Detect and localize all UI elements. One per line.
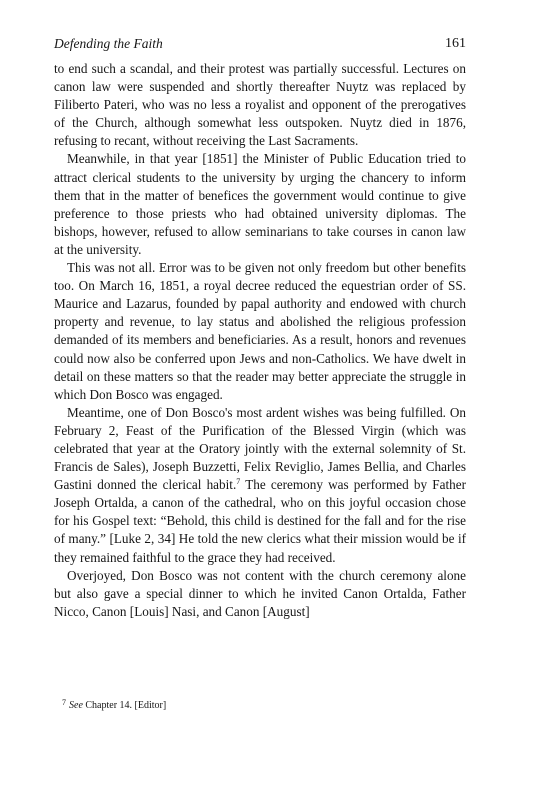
paragraph-4	[54, 404, 466, 567]
footnote-text: Chapter 14. [Editor]	[85, 700, 167, 711]
paragraph-3: This was not all. Error was to be given not only freedom but other benefits too. On March 16, 1851, a royal decree reduced the equestrian order of SS. Maurice and Lazarus, founded by papal authority and endowed with church property and revenue, to lay status and abolished the religious profession demanded of its members and beneficiaries. As a result, honors and revenues could now also be conferred upon Jews and non-Catholics. We have dwelt in detail on these matters so that the reader may better appreciate the struggle in which Don Bosco was engaged.	[54, 260, 466, 402]
paragraph-2: Meanwhile, in that year [1851] the Minister of Public Education tried to attract clerical students to the university by urging the chancery to inform them that in the matter of benefices the government would continue to give preference to those priests who had obtained university diplomas. The bishops, however, refused to allow seminarians to take courses in canon law at the university.	[54, 151, 466, 257]
running-title: Defending the Faith	[54, 36, 163, 51]
paragraph-4-text: Meantime, one of Don Bosco's most ardent wishes was being fulfilled. On February 2, Feast of the Purification of the Blessed Virgin (which was celebrated that year at the Oratory jointly with the external solemnity of St. Francis de Sales), Joseph Buzzetti, Felix Reviglio, James Bellia, and Charles Gastini donned the clerical habit.	[54, 404, 466, 493]
body-text	[54, 60, 466, 621]
footnote-reference: 7	[236, 477, 241, 487]
paragraph-4-continued: The ceremony was performed by Father Joseph Ortalda, a canon of the cathedral, who on this joyful occasion chose for his Gospel text: “Behold, this child is destined for the fall and for the rise of many.” [Luke 2, 34] He told the new clerics what their mission would be if they remained faithful to the grace they had received.	[54, 477, 466, 565]
footnote-see: See	[69, 700, 83, 711]
paragraph-1: to end such a scandal, and their protest was partially successful. Lectures on canon law were suspended and shortly thereafter Nuytz was replaced by Filiberto Pateri, who was no less a royalist and opponent of the prerogatives of the Church, although somewhat less outspoken. Nuytz died in 1876, refusing to recant, without receiving the Last Sacraments.	[54, 61, 466, 149]
footnote-number: 7	[62, 698, 66, 707]
paragraph-5: Overjoyed, Don Bosco was not content with the church ceremony alone but also gave a special dinner to which he invited Canon Ortalda, Father Nicco, Canon [Louis] Nasi, and Canon [August]	[54, 567, 466, 619]
page-number: 161	[445, 36, 466, 51]
footnote	[62, 696, 466, 712]
